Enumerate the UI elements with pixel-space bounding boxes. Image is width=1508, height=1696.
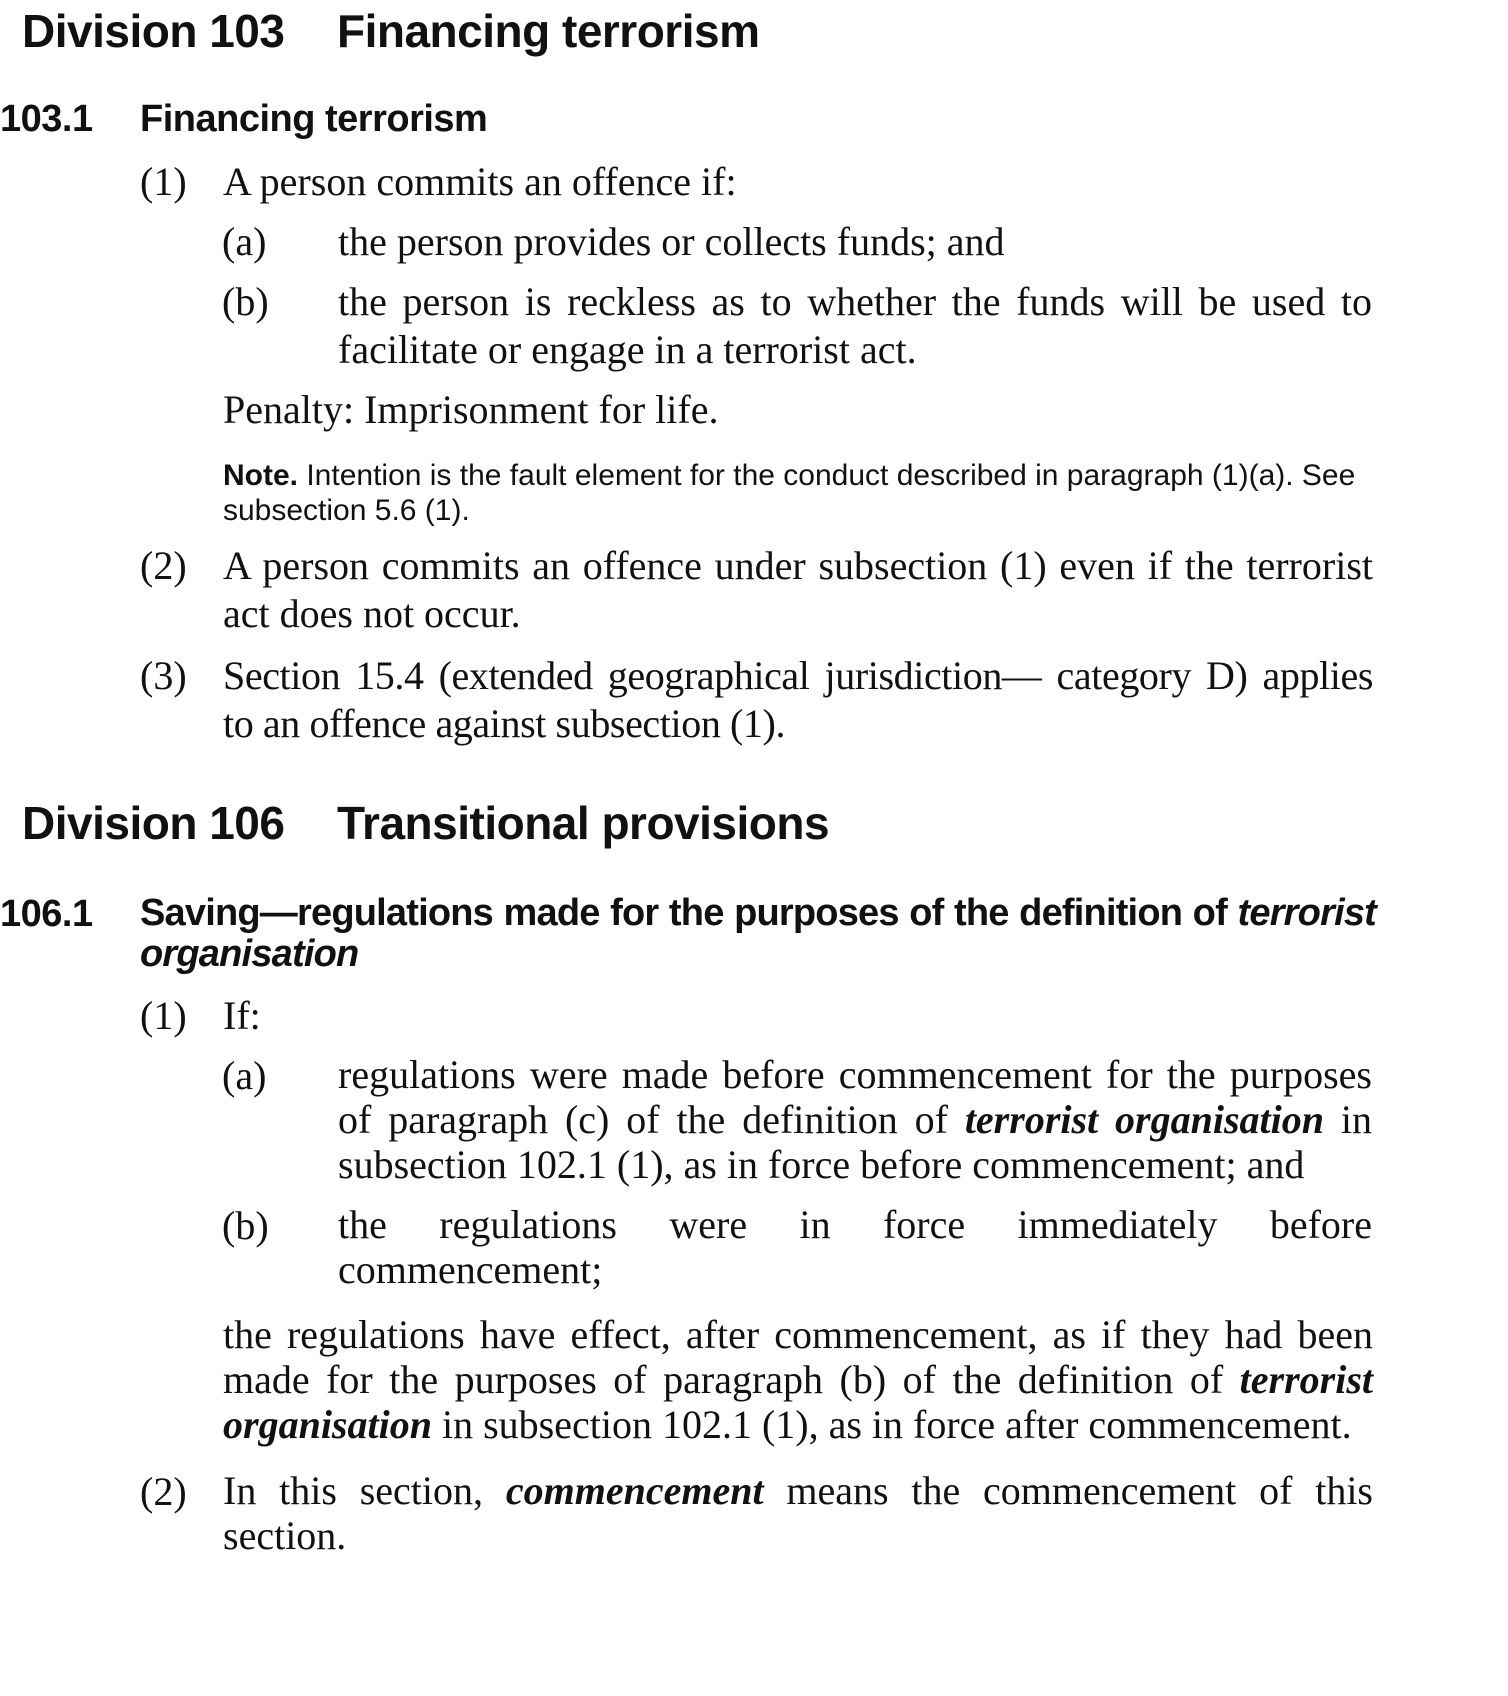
paragraph-text: the regulations were in force immediately before commencement; [338,1202,1372,1292]
division-106-title: Transitional provisions [337,797,830,849]
section-106-1-number: 106.1 [0,893,93,935]
note-block [223,458,1373,528]
subsection-text: Section 15.4 (extended geographical jurisdiction— category D) applies to an offence against subsection (1). [223,653,1373,746]
section-title-plain: Saving—regulations made for the purposes of the definition of [140,892,1227,934]
subsection-label: (1) [140,993,187,1038]
section-106-1-title [140,893,1376,975]
paragraph-text: the person is reckless as to whether the funds will be used to facilitate or engage in a terrorist act. [338,279,1372,372]
subsection-text-part: means the commencement of this section. [223,1468,1373,1558]
division-103-title: Financing terrorism [337,5,760,57]
tail-text-part: in subsection 102.1 (1), as in force after commencement. [441,1402,1352,1447]
paragraph-text-part: in subsection 102.1 (1), as in force before commencement; and [338,1097,1373,1187]
subsection-label: (1) [140,159,187,204]
paragraph-label: (a) [222,219,267,264]
paragraph-label: (a) [222,1053,267,1098]
paragraph-text: the person provides or collects funds; and [338,219,1005,264]
paragraph-text-part: regulations were made before commencement for the purposes of paragraph (c) of the definition of [338,1052,1372,1142]
paragraph-text [338,1052,1372,1187]
paragraph-label: (b) [222,1203,269,1248]
section-103-1-number: 103.1 [0,98,93,140]
note-text: Intention is the fault element for the conduct described in paragraph (1)(a). See subsection 5.6 (1). [223,459,1356,527]
note-label: Note. [223,459,298,492]
subsection-text: A person commits an offence if: [223,159,737,204]
subsection-label: (3) [140,653,187,698]
defined-term: terrorist organisation [964,1097,1325,1142]
defined-term: commencement [505,1468,764,1513]
subsection-text [223,1468,1373,1558]
subsection-text: If: [223,993,261,1038]
section-103-1-title: Financing terrorism [140,98,488,140]
defined-term: terrorist organisation [223,1357,1374,1447]
subsection-label: (2) [140,543,187,588]
section-title-italic: terrorist organisation [140,892,1377,975]
paragraph-label: (b) [222,279,269,324]
division-106-number: Division 106 [22,797,285,849]
subsection-tail-text [223,1312,1373,1447]
subsection-text-part: In this section, [223,1468,484,1513]
division-103-number: Division 103 [22,5,285,57]
tail-text-part: the regulations have effect, after commencement, as if they had been made for the purposes of paragraph (b) of the definition of [223,1312,1373,1402]
subsection-text: A person commits an offence under subsection (1) even if the terrorist act does not occur. [223,543,1373,636]
penalty-text: Penalty: Imprisonment for life. [223,387,719,432]
subsection-label: (2) [140,1469,187,1514]
